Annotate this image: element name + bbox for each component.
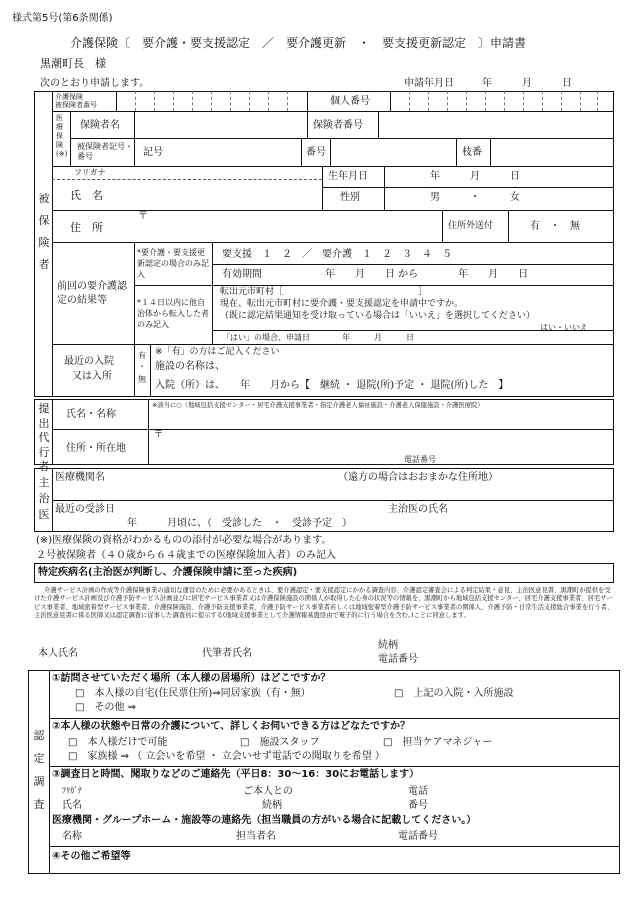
proxy-name-label: 氏名・名称 (66, 409, 116, 420)
postal-mark: 〒 (138, 211, 148, 222)
application-date-value[interactable]: 年 月 日 (482, 78, 572, 89)
insured-number-label-2: 被保険者番号 (55, 101, 97, 109)
furigana-label: フリガナ (74, 168, 106, 177)
insured-symbol-label: 被保険者記号・番号 (77, 142, 133, 161)
institution-name-field[interactable]: 名称 (62, 831, 82, 842)
last-visit-label: 最近の受診日 (55, 504, 115, 515)
sex-options[interactable]: 男 ・ 女 (430, 192, 520, 203)
relation-label: 続柄 (378, 640, 398, 651)
proxy-address-label: 住所・所在地 (66, 443, 126, 454)
previous-care-levels[interactable]: 要支援 １ ２ ／ 要介護 １ ２ ３ ４ ５ (222, 249, 452, 260)
outside-address-options[interactable]: 有 ・ 無 (530, 221, 580, 232)
proxy-type-note: ※該当に○（地域包括支援センター・居宅介護支援事業者・指定介護老人福祉施設・介護老人保健施設・介護医療院） (152, 402, 484, 409)
facility-name-label[interactable]: 施設の名称は、 (155, 361, 225, 372)
insurer-name-label: 保険者名 (80, 120, 120, 131)
specific-disease-label: 特定疾病名(主治医が判断し、介護保険申請に至った疾病) (38, 567, 298, 578)
intro-text: 次のとおり申請します。 (40, 78, 150, 89)
question-2: ②本人様の状態や日常の介護について、詳しくお伺いできる方はどなたですか？ (52, 721, 411, 732)
institution-staff-field[interactable]: 担当者名 (236, 831, 276, 842)
q2-self-option[interactable]: □ 本人様だけで可能 (68, 737, 168, 748)
previous-result-label: 前回の要介護認定の結果等 (57, 281, 127, 306)
outside-address-label: 住所外送付 (448, 221, 494, 231)
addressee: 黒潮町長 様 (40, 57, 106, 70)
validity-period-value[interactable]: 年 月 日 から 年 月 日 (325, 269, 529, 280)
contact-relation-label-2: 続柄 (262, 800, 282, 811)
hospitalization-separator: ・ (138, 362, 146, 371)
consent-text: 介護サービス計画の作成等介護保険事業の適切な運営のために必要があるときは、要介護認定・要支援認定にかかる調査内容、介護認定審査会による判定結果・意見、主治医意見書、黒潮町が提供を受けた介護サービス計画及び介護予防サービス計画並びに居宅サービス事業者又は介護保険施設の関係人が取得した心身の状況等の情報を、黒潮町から地域包括支援センター、居宅介護支援事業者、居宅サービス事業者、地域密着型サービス事業者、介護保険施設、介護予防支援事業者、介護予防サービス事業者若しくは地域密着型介護予防サービス事業者の関係人、介護予防・日常生活支援総合事業を行う者、主治医意見書に係る医師又は認定調査に従事した調査員に提示する(地域支援事業として介護情報基盤経由で電子的に行う場合を含む。)ことに同意します。 (34, 587, 614, 619)
q1-other-option[interactable]: □ その他 ⇒ (75, 702, 137, 713)
insured-section-label: 被保険者 (38, 192, 50, 271)
validity-period-label: 有効期間 (222, 269, 262, 280)
transfer-instruction: （既に認定結果通知を受け取っている場合は「いいえ」を選択してください） (220, 311, 536, 321)
institution-name-label: 医療機関名 (55, 472, 105, 483)
contact-phone-label-1: 電話 (408, 786, 428, 797)
q2-care-manager-option[interactable]: □ 担当ケアマネジャー (383, 737, 493, 748)
institution-phone-field[interactable]: 電話番号 (398, 831, 438, 842)
survey-section-label: 認定調査 (33, 729, 45, 811)
copy-note: (※)医療保険の資格がわかるものの添付が必要な場合があります。 (36, 535, 332, 546)
form-number: 様式第5号(第6条関係) (12, 13, 113, 24)
q2-staff-option[interactable]: □ 施設スタッフ (240, 737, 320, 748)
doctor-section-label: 主治医 (38, 476, 50, 521)
symbol-label: 記号 (143, 147, 163, 158)
hospitalization-yes[interactable]: 有 (138, 351, 146, 360)
contact-furigana: ﾌﾘｶﾞﾅ (62, 786, 82, 795)
contact-name-label: 氏名 (62, 800, 82, 811)
application-date-label: 申請年月日 (404, 78, 454, 89)
hospitalization-label-1: 最近の入院 (64, 356, 114, 367)
no2-insured-note: ２号被保険者（４０歳から６４歳までの医療保険加入者）のみ記入 (36, 550, 336, 561)
insured-name-label: 氏 名 (70, 189, 103, 202)
transfer-question: 現在、転出元市町村に要介護・要支援認定を申請中ですか。 (220, 299, 464, 309)
previous-note-renewal: *要介護・要支援更新認定の場合のみ記入 (137, 248, 209, 279)
personal-number-label: 個人番号 (330, 96, 370, 107)
insured-address-label: 住 所 (70, 221, 103, 234)
form-title: 介護保険〔 要介護・要支援認定 ／ 要介護更新 ・ 要支援更新認定 〕申請書 (70, 36, 527, 50)
visit-status[interactable]: 年 月頃に、（ 受診した ・ 受診予定 ） (127, 518, 352, 529)
branch-number-label: 枝番 (462, 147, 482, 158)
proxy-phone-label: 電話番号 (404, 455, 436, 464)
hospitalization-label-2: 又は入所 (72, 371, 112, 382)
transfer-yes-date[interactable]: 「はい」の場合、申請日 年 月 日 (222, 333, 414, 342)
person-name-label: 本人氏名 (38, 648, 78, 659)
number-label: 番号 (306, 147, 326, 158)
question-1: ①訪問させていただく場所（本人様の居場所）はどこですか？ (52, 673, 331, 684)
proxy-postal-mark: 〒 (154, 430, 164, 440)
admission-status[interactable]: 入院（所）は、 年 月から【 継続 ・ 退院(所)予定 ・ 退院(所)した 】 (155, 380, 509, 391)
insured-number-label-1: 介護保険 (55, 93, 83, 101)
birth-date-value[interactable]: 年 月 日 (430, 171, 520, 182)
insured-section (34, 91, 614, 397)
question-4: ④その他ご希望等 (52, 851, 131, 862)
hospitalization-no[interactable]: 無 (138, 375, 146, 384)
previous-note-transfer: *１４日以内に他自治体から転入した者のみ記入 (137, 298, 209, 329)
transfer-yes-no[interactable]: はい・いいえ (540, 323, 588, 332)
transfer-municipality[interactable]: 転出元市町村［ ］ (220, 287, 428, 297)
question-3: ③調査日と時間、聞取りなどのご連絡先（平日8：30～16：30にお電話します） (52, 769, 420, 780)
hospitalization-note: ※「有」の方はご記入ください (155, 347, 280, 357)
distant-address-note: （遠方の場合はおおまかな住所地） (338, 472, 498, 483)
contact-phone-label-2: 番号 (408, 800, 428, 811)
medical-insurance-label: 医療保険(※) (56, 114, 68, 158)
doctor-name-label: 主治医の氏名 (388, 504, 448, 515)
sex-label: 性別 (340, 192, 360, 203)
contact-relation-label-1: ご本人との (243, 786, 293, 797)
institution-contact-label: 医療機関・グループホーム・施設等の連絡先（担当職員の方がいる場合に記載してください。） (52, 815, 477, 826)
birth-date-label: 生年月日 (328, 171, 368, 182)
q1-facility-option[interactable]: □ 上記の入院・入所施設 (394, 688, 514, 699)
insurer-number-label: 保険者番号 (313, 120, 363, 131)
agent-name-label: 代筆者氏名 (202, 648, 252, 659)
q1-home-option[interactable]: □ 本人様の自宅(住民票住所)⇒同居家族（有・無） (75, 688, 311, 699)
consent-phone-label: 電話番号 (378, 654, 418, 665)
q2-family-option[interactable]: □ 家族様 ⇒ （ 立会いを希望 ・ 立会いせず電話での聞取りを希望 ） (68, 751, 385, 762)
proxy-section-label: 提出代行者 (38, 402, 50, 473)
